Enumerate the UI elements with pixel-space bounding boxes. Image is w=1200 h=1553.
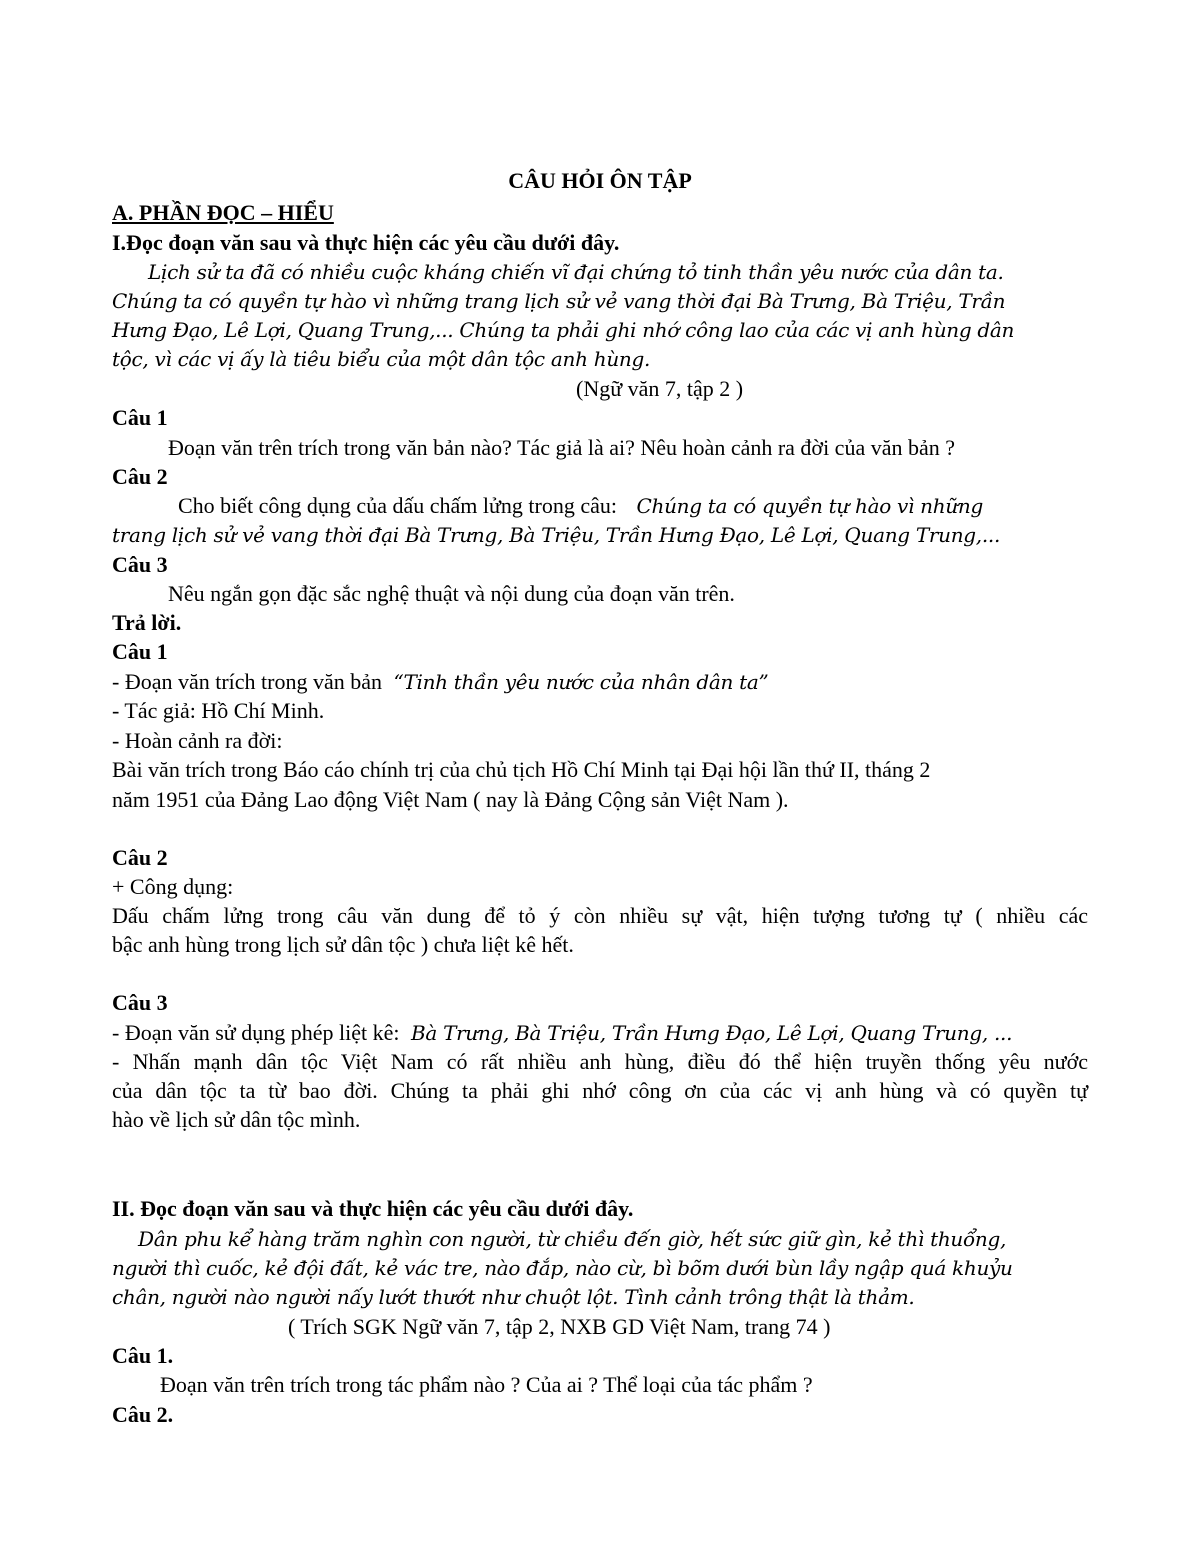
answer1-label: Câu 1: [112, 639, 168, 664]
answer3-text: hào về lịch sử dân tộc mình.: [112, 1107, 361, 1132]
answer3-list-items: Bà Trưng, Bà Triệu, Trần Hưng Đạo, Lê Lợi, Quang Trung, ...: [410, 1021, 1013, 1045]
answer1-line-source: [112, 668, 768, 696]
part1-heading: I.Đọc đoạn văn sau và thực hiện các yêu cầu dưới đây.: [112, 230, 620, 255]
part2-question1-text: Đoạn văn trên trích trong tác phẩm nào ? Của ai ? Thể loại của tác phẩm ?: [160, 1372, 813, 1397]
document-title: CÂU HỎI ÔN TẬP: [508, 168, 692, 193]
answer3-line-list: [112, 1019, 1012, 1047]
part1-question1-text: Đoạn văn trên trích trong văn bản nào? Tác giả là ai? Nêu hoàn cảnh ra đời của văn bản ?: [168, 435, 956, 460]
answer3-text: - Nhấn mạnh dân tộc Việt Nam có rất nhiều anh hùng, điều đó thể hiện truyền thống yêu nước: [112, 1049, 1088, 1074]
answer1-context-label: - Hoàn cảnh ra đời:: [112, 728, 283, 753]
part2-source: ( Trích SGK Ngữ văn 7, tập 2, NXB GD Việt Nam, trang 74 ): [288, 1314, 831, 1339]
answer3-list-prefix: - Đoạn văn sử dụng phép liệt kê:: [112, 1020, 400, 1045]
part1-question2-quote-cont: trang lịch sử vẻ vang thời đại Bà Trưng, Bà Triệu, Trần Hưng Đạo, Lê Lợi, Quang Trung,...: [112, 523, 1001, 547]
answer1-author: - Tác giả: Hồ Chí Minh.: [112, 698, 325, 723]
part1-question3-label: Câu 3: [112, 552, 168, 577]
part2-passage-line: Dân phu kể hàng trăm nghìn con người, từ chiều đến giờ, hết sức giữ gìn, kẻ thì thuổng,: [138, 1227, 1007, 1251]
part1-source: (Ngữ văn 7, tập 2 ): [576, 376, 744, 401]
part1-question2-text: Cho biết công dụng của dấu chấm lửng trong câu:: [178, 493, 617, 518]
part1-passage-line: Lịch sử ta đã có nhiều cuộc kháng chiến vĩ đại chứng tỏ tinh thần yêu nước của dân ta.: [148, 260, 1004, 284]
section-a-heading: A. PHẦN ĐỌC – HIỂU: [112, 200, 334, 225]
answer3-text: của dân tộc ta từ bao đời. Chúng ta phải ghi nhớ công ơn của các vị anh hùng và có quyền tự: [112, 1078, 1088, 1103]
part1-question2-line: [178, 492, 983, 520]
part1-question2-label: Câu 2: [112, 464, 168, 489]
answer2-usage-label: + Công dụng:: [112, 874, 234, 899]
answer1-context-text: Bài văn trích trong Báo cáo chính trị của chủ tịch Hồ Chí Minh tại Đại hội lần thứ II, tháng 2: [112, 757, 931, 782]
answer3-label: Câu 3: [112, 990, 168, 1015]
answer-label: Trả lời.: [112, 610, 182, 635]
answer2-label: Câu 2: [112, 845, 168, 870]
answer1-source-title: “Tinh thần yêu nước của nhân dân ta”: [393, 670, 769, 694]
answer2-usage-text: bậc anh hùng trong lịch sử dân tộc ) chưa liệt kê hết.: [112, 932, 574, 957]
part1-question3-text: Nêu ngắn gọn đặc sắc nghệ thuật và nội dung của đoạn văn trên.: [168, 581, 735, 606]
answer1-context-text: năm 1951 của Đảng Lao động Việt Nam ( nay là Đảng Cộng sản Việt Nam ).: [112, 787, 789, 812]
answer2-usage-text: Dấu chấm lửng trong câu văn dung để tỏ ý còn nhiều sự vật, hiện tượng tương tự ( nhiều các: [112, 903, 1088, 928]
part1-passage-line: Hưng Đạo, Lê Lợi, Quang Trung,... Chúng ta phải ghi nhớ công lao của các vị anh hùng dân: [112, 318, 1015, 342]
part2-passage-line: người thì cuốc, kẻ đội đất, kẻ vác tre, nào đắp, nào cừ, bì bõm dưới bùn lầy ngập quá khuỷu: [112, 1256, 1013, 1280]
part2-passage-line: chân, người nào người nấy lướt thướt như chuột lột. Tình cảnh trông thật là thảm.: [112, 1285, 915, 1309]
part1-passage-line: Chúng ta có quyền tự hào vì những trang lịch sử vẻ vang thời đại Bà Trưng, Bà Triệu, Trần: [112, 289, 1006, 313]
answer1-source-prefix: - Đoạn văn trích trong văn bản: [112, 669, 383, 694]
part2-question1-label: Câu 1.: [112, 1343, 174, 1368]
part2-question2-label: Câu 2.: [112, 1402, 174, 1427]
part1-question2-quote: Chúng ta có quyền tự hào vì những: [636, 494, 983, 518]
part2-heading: II. Đọc đoạn văn sau và thực hiện các yêu cầu dưới đây.: [112, 1196, 634, 1221]
part1-question1-label: Câu 1: [112, 405, 168, 430]
part1-passage-line: tộc, vì các vị ấy là tiêu biểu của một dân tộc anh hùng.: [112, 347, 651, 371]
